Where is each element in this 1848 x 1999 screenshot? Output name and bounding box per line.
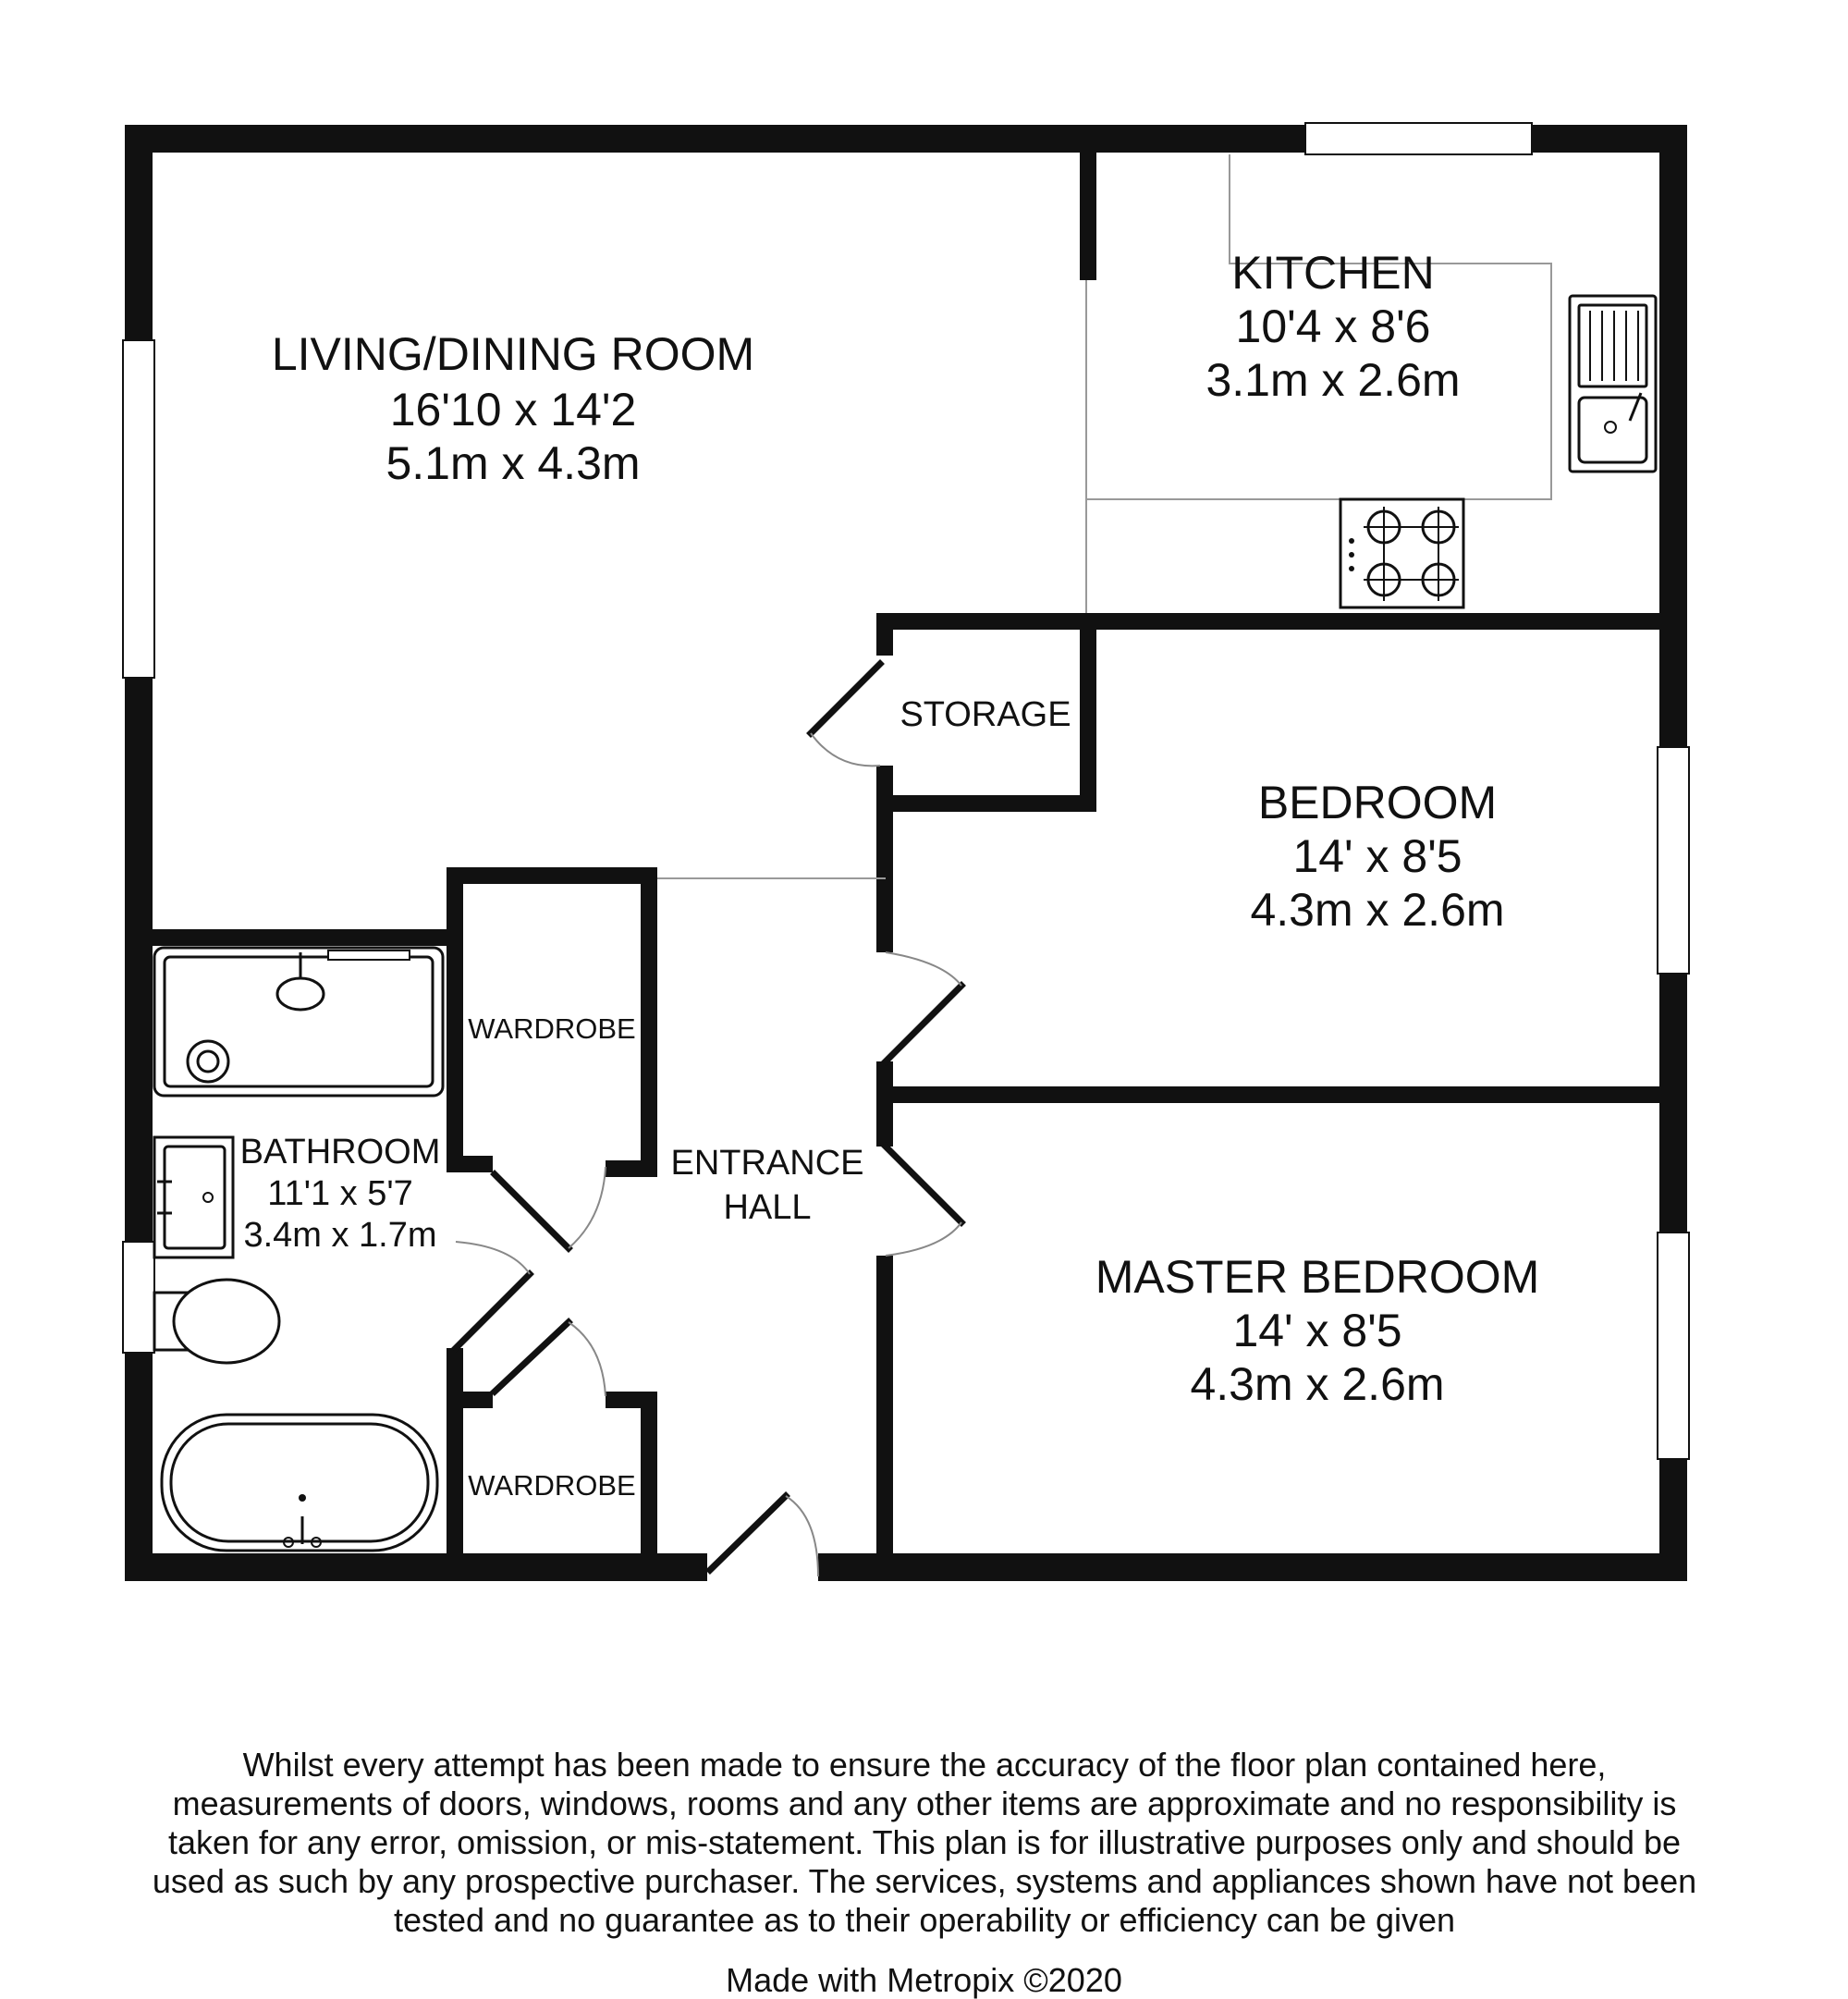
metropix-credit: Made with Metropix ©2020	[726, 1961, 1122, 1999]
master-bedroom-imperial: 14' x 8'5	[1232, 1305, 1402, 1356]
living-room-imperial: 16'10 x 14'2	[389, 384, 637, 435]
entrance-hall-line1: ENTRANCE	[670, 1144, 864, 1183]
kitchen-imperial: 10'4 x 8'6	[1235, 300, 1431, 352]
bath-icon	[162, 1415, 437, 1551]
window-living	[123, 340, 154, 678]
bedroom-name: BEDROOM	[1257, 777, 1498, 828]
kitchen-name: KITCHEN	[1231, 247, 1435, 299]
sink-icon	[1570, 296, 1656, 472]
bedroom-metric: 4.3m x 2.6m	[1250, 884, 1505, 936]
wardrobe-lower-name: WARDROBE	[468, 1469, 636, 1502]
living-room-metric: 5.1m x 4.3m	[386, 437, 641, 489]
window-kitchen	[1305, 123, 1532, 154]
bathroom-imperial: 11'1 x 5'7	[267, 1174, 413, 1213]
living-room-name: LIVING/DINING ROOM	[271, 328, 755, 380]
window-bathroom	[123, 1242, 154, 1353]
disclaimer-text: Whilst every attempt has been made to ensure the accuracy of the floor plan contained here, measurements of doors, windows, rooms and any other items are approximate and no responsibility is taken for any error, omission, or mis-statement. This plan is for illustrative purposes only and should be used as such by any prospective purchaser. The services, systems and appliances shown have not been tested and no guarantee as to their operability or efficiency can be given	[152, 1746, 1697, 1939]
bathroom-metric: 3.4m x 1.7m	[243, 1216, 437, 1255]
bedroom-imperial: 14' x 8'5	[1292, 830, 1462, 882]
window-bedroom	[1658, 747, 1689, 974]
wardrobe-upper-name: WARDROBE	[468, 1012, 636, 1045]
washbasin-icon	[154, 1137, 233, 1257]
kitchen-metric: 3.1m x 2.6m	[1205, 354, 1461, 406]
master-bedroom-name: MASTER BEDROOM	[1095, 1251, 1540, 1303]
bathroom-name: BATHROOM	[239, 1133, 441, 1171]
toilet-icon	[154, 1280, 279, 1363]
shower-tray-icon	[154, 948, 443, 1096]
hob-icon	[1340, 499, 1463, 607]
entrance-hall-line2: HALL	[723, 1188, 812, 1227]
master-bedroom-metric: 4.3m x 2.6m	[1190, 1358, 1445, 1410]
window-master-bedroom	[1658, 1233, 1689, 1459]
storage-name: STORAGE	[900, 695, 1071, 734]
